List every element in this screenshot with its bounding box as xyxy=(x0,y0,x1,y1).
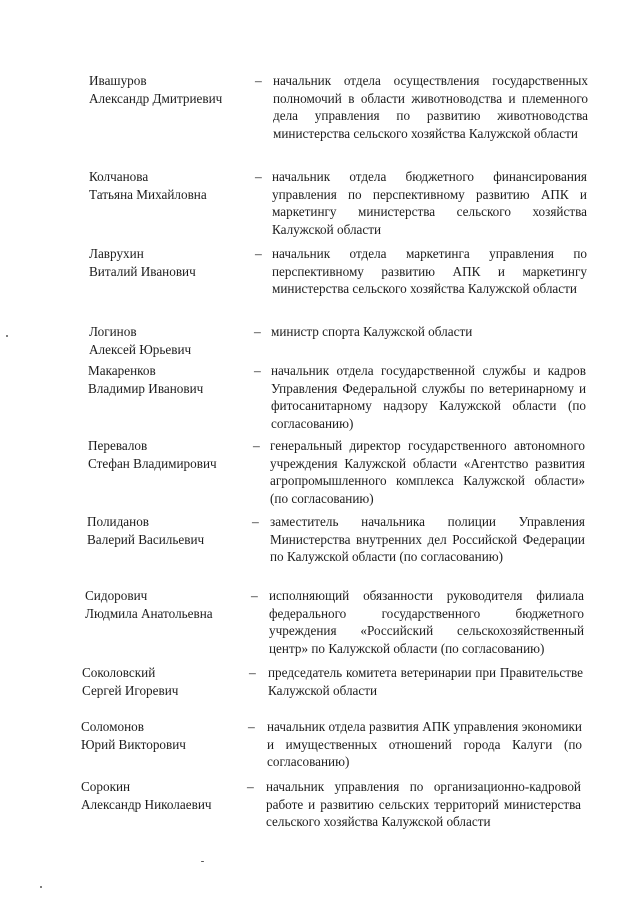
member-given-names: Людмила Анатольевна xyxy=(85,605,213,621)
dash-separator: – xyxy=(251,588,258,603)
dash-separator: – xyxy=(254,363,261,378)
member-name xyxy=(89,323,191,358)
member-name xyxy=(81,718,186,753)
member-role: заместитель начальника полиции Управления Министерства внутренних дел Российской Федерации по Калужской области (по согласованию) xyxy=(270,514,585,564)
member-role: генеральный директор государственного автономного учреждения Калужской области «Агентство развития агропромышленного комплекса Калужской области» (по согласованию) xyxy=(270,438,585,506)
dash-separator: – xyxy=(255,73,262,88)
member-name xyxy=(85,587,213,622)
member-given-names: Алексей Юрьевич xyxy=(89,341,192,357)
dash-separator: – xyxy=(252,514,259,529)
member-surname: Соколовский xyxy=(82,665,156,680)
scan-speck xyxy=(201,861,204,862)
scan-speck xyxy=(6,335,8,337)
member-given-names: Сергей Игоревич xyxy=(82,682,179,698)
member-name xyxy=(89,72,222,107)
member-role: председатель комитета ветеринарии при Правительстве Калужской области xyxy=(268,665,583,698)
member-name xyxy=(89,168,207,203)
member-surname: Логинов xyxy=(89,324,137,339)
member-given-names: Александр Дмитриевич xyxy=(89,90,223,106)
member-role: начальник отдела развития АПК управления экономики и имущественных отношений города Калуги (по согласованию) xyxy=(267,719,582,769)
member-role: начальник отдела осуществления государственных полномочий в области животноводства и племенного дела управления по развитию животноводства министерства сельского хозяйства Калужской области xyxy=(273,73,588,141)
member-surname: Перевалов xyxy=(88,438,148,453)
member-role: начальник отдела государственной службы и кадров Управления Федеральной службы по ветеринарному и фитосанитарному надзору Калужской области (по согласованию) xyxy=(271,363,586,431)
member-name xyxy=(89,245,196,280)
member-surname: Ивашуров xyxy=(89,73,147,88)
member-given-names: Стефан Владимирович xyxy=(88,455,217,471)
member-name xyxy=(87,513,204,548)
member-surname: Лаврухин xyxy=(89,246,144,261)
member-role: министр спорта Калужской области xyxy=(271,324,473,339)
member-surname: Колчанова xyxy=(89,169,149,184)
member-surname: Соломонов xyxy=(81,719,144,734)
member-name xyxy=(82,664,178,699)
dash-separator: – xyxy=(247,779,254,794)
member-given-names: Татьяна Михайловна xyxy=(89,186,207,202)
member-name xyxy=(81,778,212,813)
member-role: начальник управления по организационно-кадровой работе и развитию сельских территорий министерства сельского хозяйства Калужской области xyxy=(266,779,581,829)
member-surname: Макаренков xyxy=(88,363,156,378)
dash-separator: – xyxy=(249,665,256,680)
member-name xyxy=(88,437,217,472)
member-given-names: Валерий Васильевич xyxy=(87,531,205,547)
dash-separator: – xyxy=(253,438,260,453)
member-role: начальник отдела маркетинга управления по перспективному развитию АПК и маркетингу министерства сельского хозяйства Калужской области xyxy=(272,246,587,296)
member-surname: Полиданов xyxy=(87,514,150,529)
member-role: начальник отдела бюджетного финансирования управления по перспективному развитию АПК и маркетингу министерства сельского хозяйства Калужской области xyxy=(272,169,587,237)
member-surname: Сидорович xyxy=(85,588,148,603)
member-name xyxy=(88,362,203,397)
dash-separator: – xyxy=(248,719,255,734)
member-role: исполняющий обязанности руководителя филиала федерального государственного бюджетного учреждения «Российский сельскохозяйственный центр» по Калужской области (по согласованию) xyxy=(269,588,584,656)
dash-separator: – xyxy=(255,169,262,184)
member-given-names: Виталий Иванович xyxy=(89,263,196,279)
dash-separator: – xyxy=(255,246,262,261)
member-given-names: Владимир Иванович xyxy=(88,380,204,396)
dash-separator: – xyxy=(254,324,261,339)
member-given-names: Юрий Викторович xyxy=(81,736,186,752)
scan-speck xyxy=(40,886,42,888)
member-given-names: Александр Николаевич xyxy=(81,796,212,812)
member-surname: Сорокин xyxy=(81,779,131,794)
